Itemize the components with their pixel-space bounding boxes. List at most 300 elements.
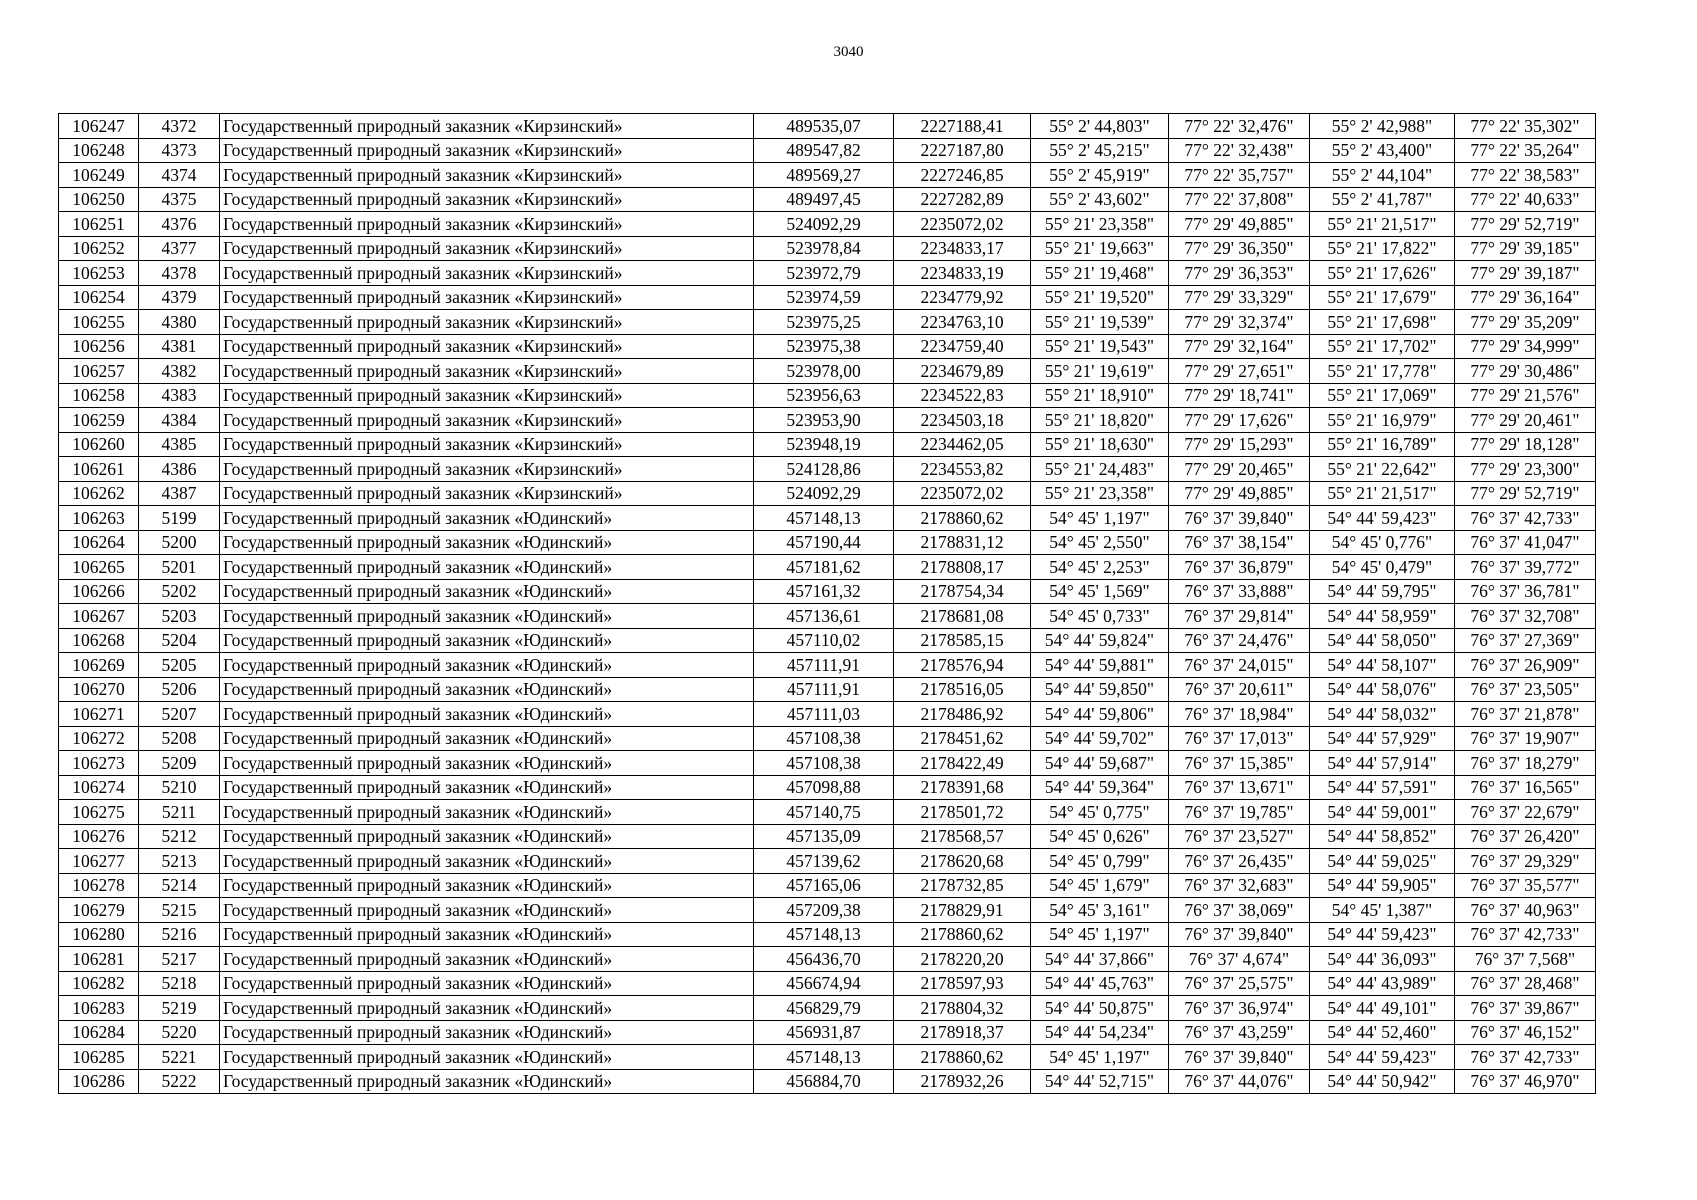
cell-coord-y: 2234833,19 — [894, 261, 1031, 286]
cell-longitude-2: 76° 37' 41,047" — [1455, 530, 1596, 555]
cell-coord-x: 523978,84 — [754, 236, 894, 261]
cell-coord-y: 2227188,41 — [894, 114, 1031, 139]
cell-longitude-1: 76° 37' 33,888" — [1169, 579, 1310, 604]
cell-latitude-1: 55° 21' 24,483" — [1031, 457, 1169, 482]
cell-reserve-name: Государственный природный заказник «Кирзинский» — [220, 432, 754, 457]
cell-coord-x: 523953,90 — [754, 408, 894, 433]
cell-reserve-name: Государственный природный заказник «Кирзинский» — [220, 383, 754, 408]
cell-point-number: 5213 — [139, 849, 220, 874]
cell-latitude-2: 55° 21' 16,789" — [1310, 432, 1455, 457]
cell-row-id: 106261 — [59, 457, 139, 482]
table-body — [59, 114, 1596, 1094]
table-row — [59, 677, 1596, 702]
cell-reserve-name: Государственный природный заказник «Юдинский» — [220, 1069, 754, 1094]
cell-point-number: 5208 — [139, 726, 220, 751]
cell-row-id: 106254 — [59, 285, 139, 310]
cell-coord-x: 457098,88 — [754, 775, 894, 800]
cell-latitude-2: 54° 44' 59,423" — [1310, 506, 1455, 531]
cell-row-id: 106259 — [59, 408, 139, 433]
cell-coord-y: 2178831,12 — [894, 530, 1031, 555]
cell-latitude-1: 55° 21' 19,520" — [1031, 285, 1169, 310]
cell-reserve-name: Государственный природный заказник «Кирзинский» — [220, 261, 754, 286]
cell-latitude-2: 54° 44' 58,050" — [1310, 628, 1455, 653]
cell-reserve-name: Государственный природный заказник «Юдинский» — [220, 702, 754, 727]
cell-longitude-2: 76° 37' 32,708" — [1455, 604, 1596, 629]
cell-point-number: 5203 — [139, 604, 220, 629]
cell-reserve-name: Государственный природный заказник «Кирзинский» — [220, 138, 754, 163]
cell-reserve-name: Государственный природный заказник «Кирзинский» — [220, 285, 754, 310]
table-row — [59, 530, 1596, 555]
cell-longitude-2: 77° 29' 23,300" — [1455, 457, 1596, 482]
cell-point-number: 5222 — [139, 1069, 220, 1094]
cell-point-number: 5200 — [139, 530, 220, 555]
cell-latitude-1: 54° 44' 59,824" — [1031, 628, 1169, 653]
cell-longitude-2: 76° 37' 21,878" — [1455, 702, 1596, 727]
cell-coord-y: 2178620,68 — [894, 849, 1031, 874]
cell-coord-x: 523975,25 — [754, 310, 894, 335]
cell-latitude-2: 54° 44' 57,929" — [1310, 726, 1455, 751]
cell-coord-y: 2178451,62 — [894, 726, 1031, 751]
cell-point-number: 5221 — [139, 1045, 220, 1070]
cell-reserve-name: Государственный природный заказник «Кирзинский» — [220, 212, 754, 237]
cell-latitude-1: 55° 21' 23,358" — [1031, 481, 1169, 506]
cell-latitude-1: 54° 45' 1,197" — [1031, 1045, 1169, 1070]
cell-point-number: 5214 — [139, 873, 220, 898]
cell-coord-y: 2227187,80 — [894, 138, 1031, 163]
cell-latitude-1: 54° 45' 0,775" — [1031, 800, 1169, 825]
cell-longitude-1: 77° 29' 17,626" — [1169, 408, 1310, 433]
table-row — [59, 212, 1596, 237]
cell-coord-x: 523956,63 — [754, 383, 894, 408]
cell-coord-x: 457165,06 — [754, 873, 894, 898]
cell-coord-x: 457136,61 — [754, 604, 894, 629]
cell-row-id: 106272 — [59, 726, 139, 751]
cell-longitude-1: 76° 37' 18,984" — [1169, 702, 1310, 727]
cell-latitude-1: 54° 45' 0,733" — [1031, 604, 1169, 629]
cell-coord-y: 2234679,89 — [894, 359, 1031, 384]
table-row — [59, 138, 1596, 163]
cell-longitude-1: 77° 29' 15,293" — [1169, 432, 1310, 457]
cell-longitude-2: 77° 29' 20,461" — [1455, 408, 1596, 433]
cell-longitude-2: 77° 29' 39,185" — [1455, 236, 1596, 261]
cell-coord-y: 2178732,85 — [894, 873, 1031, 898]
cell-latitude-1: 55° 21' 19,543" — [1031, 334, 1169, 359]
table-row — [59, 628, 1596, 653]
cell-longitude-1: 77° 29' 36,350" — [1169, 236, 1310, 261]
cell-latitude-2: 54° 45' 0,776" — [1310, 530, 1455, 555]
cell-longitude-1: 76° 37' 29,814" — [1169, 604, 1310, 629]
cell-longitude-1: 76° 37' 38,069" — [1169, 898, 1310, 923]
table-row — [59, 261, 1596, 286]
cell-longitude-1: 77° 29' 33,329" — [1169, 285, 1310, 310]
cell-point-number: 4372 — [139, 114, 220, 139]
cell-reserve-name: Государственный природный заказник «Кирзинский» — [220, 457, 754, 482]
cell-row-id: 106260 — [59, 432, 139, 457]
cell-coord-y: 2178597,93 — [894, 971, 1031, 996]
cell-longitude-2: 76° 37' 27,369" — [1455, 628, 1596, 653]
cell-latitude-2: 54° 44' 59,423" — [1310, 922, 1455, 947]
cell-row-id: 106257 — [59, 359, 139, 384]
cell-row-id: 106280 — [59, 922, 139, 947]
cell-latitude-2: 54° 44' 59,025" — [1310, 849, 1455, 874]
cell-latitude-2: 54° 44' 58,076" — [1310, 677, 1455, 702]
cell-point-number: 4382 — [139, 359, 220, 384]
cell-latitude-1: 54° 45' 1,679" — [1031, 873, 1169, 898]
cell-reserve-name: Государственный природный заказник «Юдинский» — [220, 824, 754, 849]
table-row — [59, 947, 1596, 972]
cell-longitude-2: 76° 37' 42,733" — [1455, 922, 1596, 947]
cell-coord-y: 2178860,62 — [894, 922, 1031, 947]
cell-latitude-2: 55° 21' 17,822" — [1310, 236, 1455, 261]
cell-reserve-name: Государственный природный заказник «Кирзинский» — [220, 163, 754, 188]
cell-latitude-2: 55° 21' 22,642" — [1310, 457, 1455, 482]
cell-point-number: 4383 — [139, 383, 220, 408]
cell-longitude-2: 77° 29' 52,719" — [1455, 481, 1596, 506]
cell-point-number: 5202 — [139, 579, 220, 604]
table-row — [59, 971, 1596, 996]
cell-longitude-1: 76° 37' 19,785" — [1169, 800, 1310, 825]
cell-point-number: 5205 — [139, 653, 220, 678]
table-row — [59, 653, 1596, 678]
cell-coord-x: 457135,09 — [754, 824, 894, 849]
cell-latitude-2: 54° 44' 36,093" — [1310, 947, 1455, 972]
cell-row-id: 106264 — [59, 530, 139, 555]
cell-latitude-1: 55° 21' 23,358" — [1031, 212, 1169, 237]
cell-latitude-1: 55° 21' 19,468" — [1031, 261, 1169, 286]
cell-longitude-2: 76° 37' 46,152" — [1455, 1020, 1596, 1045]
table-row — [59, 898, 1596, 923]
cell-latitude-2: 55° 2' 43,400" — [1310, 138, 1455, 163]
cell-coord-x: 523972,79 — [754, 261, 894, 286]
cell-latitude-1: 55° 2' 45,215" — [1031, 138, 1169, 163]
cell-latitude-2: 54° 44' 59,001" — [1310, 800, 1455, 825]
cell-latitude-1: 54° 45' 2,253" — [1031, 555, 1169, 580]
cell-reserve-name: Государственный природный заказник «Юдинский» — [220, 579, 754, 604]
cell-reserve-name: Государственный природный заказник «Юдинский» — [220, 751, 754, 776]
cell-coord-y: 2178860,62 — [894, 1045, 1031, 1070]
cell-latitude-1: 54° 45' 1,569" — [1031, 579, 1169, 604]
cell-latitude-2: 55° 21' 21,517" — [1310, 481, 1455, 506]
cell-longitude-1: 77° 29' 27,651" — [1169, 359, 1310, 384]
table-row — [59, 359, 1596, 384]
cell-reserve-name: Государственный природный заказник «Кирзинский» — [220, 408, 754, 433]
cell-longitude-1: 76° 37' 23,527" — [1169, 824, 1310, 849]
cell-reserve-name: Государственный природный заказник «Юдинский» — [220, 628, 754, 653]
cell-latitude-2: 55° 21' 21,517" — [1310, 212, 1455, 237]
cell-latitude-2: 55° 2' 41,787" — [1310, 187, 1455, 212]
cell-latitude-1: 54° 44' 50,875" — [1031, 996, 1169, 1021]
cell-latitude-2: 54° 45' 1,387" — [1310, 898, 1455, 923]
cell-latitude-1: 54° 44' 45,763" — [1031, 971, 1169, 996]
coordinates-table — [58, 113, 1596, 1094]
cell-latitude-2: 54° 44' 43,989" — [1310, 971, 1455, 996]
cell-latitude-1: 54° 44' 37,866" — [1031, 947, 1169, 972]
cell-latitude-2: 55° 2' 44,104" — [1310, 163, 1455, 188]
cell-coord-y: 2234779,92 — [894, 285, 1031, 310]
cell-latitude-1: 54° 44' 59,687" — [1031, 751, 1169, 776]
cell-coord-x: 489569,27 — [754, 163, 894, 188]
cell-longitude-1: 76° 37' 36,879" — [1169, 555, 1310, 580]
cell-latitude-2: 55° 21' 17,679" — [1310, 285, 1455, 310]
cell-point-number: 4387 — [139, 481, 220, 506]
cell-row-id: 106279 — [59, 898, 139, 923]
cell-coord-y: 2234759,40 — [894, 334, 1031, 359]
cell-point-number: 4386 — [139, 457, 220, 482]
cell-reserve-name: Государственный природный заказник «Юдинский» — [220, 604, 754, 629]
cell-row-id: 106281 — [59, 947, 139, 972]
cell-latitude-2: 54° 44' 58,852" — [1310, 824, 1455, 849]
cell-coord-x: 457108,38 — [754, 751, 894, 776]
cell-longitude-1: 76° 37' 32,683" — [1169, 873, 1310, 898]
cell-coord-x: 457140,75 — [754, 800, 894, 825]
cell-point-number: 4373 — [139, 138, 220, 163]
cell-coord-y: 2234553,82 — [894, 457, 1031, 482]
cell-latitude-1: 55° 2' 45,919" — [1031, 163, 1169, 188]
cell-coord-x: 524092,29 — [754, 212, 894, 237]
cell-coord-y: 2178918,37 — [894, 1020, 1031, 1045]
cell-longitude-2: 77° 29' 21,576" — [1455, 383, 1596, 408]
table-row — [59, 922, 1596, 947]
table-row — [59, 604, 1596, 629]
cell-longitude-2: 76° 37' 42,733" — [1455, 1045, 1596, 1070]
cell-longitude-2: 77° 29' 36,164" — [1455, 285, 1596, 310]
cell-longitude-2: 77° 29' 18,128" — [1455, 432, 1596, 457]
cell-latitude-1: 54° 45' 2,550" — [1031, 530, 1169, 555]
cell-coord-y: 2178829,91 — [894, 898, 1031, 923]
cell-latitude-1: 55° 2' 44,803" — [1031, 114, 1169, 139]
cell-latitude-2: 54° 44' 50,942" — [1310, 1069, 1455, 1094]
cell-reserve-name: Государственный природный заказник «Кирзинский» — [220, 334, 754, 359]
cell-longitude-1: 76° 37' 17,013" — [1169, 726, 1310, 751]
cell-reserve-name: Государственный природный заказник «Кирзинский» — [220, 310, 754, 335]
cell-longitude-1: 76° 37' 38,154" — [1169, 530, 1310, 555]
cell-coord-x: 524128,86 — [754, 457, 894, 482]
cell-latitude-1: 55° 21' 19,663" — [1031, 236, 1169, 261]
cell-longitude-1: 76° 37' 36,974" — [1169, 996, 1310, 1021]
cell-longitude-2: 77° 22' 38,583" — [1455, 163, 1596, 188]
cell-coord-y: 2178585,15 — [894, 628, 1031, 653]
cell-longitude-2: 76° 37' 40,963" — [1455, 898, 1596, 923]
table-row — [59, 310, 1596, 335]
table-row — [59, 775, 1596, 800]
cell-coord-y: 2178754,34 — [894, 579, 1031, 604]
cell-longitude-2: 77° 29' 34,999" — [1455, 334, 1596, 359]
cell-coord-y: 2178576,94 — [894, 653, 1031, 678]
cell-longitude-2: 76° 37' 18,279" — [1455, 751, 1596, 776]
cell-coord-y: 2178516,05 — [894, 677, 1031, 702]
table-row — [59, 334, 1596, 359]
cell-longitude-2: 76° 37' 19,907" — [1455, 726, 1596, 751]
cell-latitude-1: 54° 45' 1,197" — [1031, 506, 1169, 531]
cell-coord-x: 456884,70 — [754, 1069, 894, 1094]
cell-longitude-1: 76° 37' 39,840" — [1169, 922, 1310, 947]
cell-longitude-1: 77° 22' 32,438" — [1169, 138, 1310, 163]
cell-coord-y: 2178932,26 — [894, 1069, 1031, 1094]
cell-latitude-1: 55° 21' 18,910" — [1031, 383, 1169, 408]
cell-point-number: 5220 — [139, 1020, 220, 1045]
table-row — [59, 873, 1596, 898]
cell-latitude-1: 55° 21' 18,630" — [1031, 432, 1169, 457]
cell-row-id: 106250 — [59, 187, 139, 212]
cell-row-id: 106249 — [59, 163, 139, 188]
cell-coord-y: 2178391,68 — [894, 775, 1031, 800]
cell-longitude-2: 76° 37' 35,577" — [1455, 873, 1596, 898]
cell-coord-y: 2234833,17 — [894, 236, 1031, 261]
cell-longitude-1: 76° 37' 20,611" — [1169, 677, 1310, 702]
cell-point-number: 5209 — [139, 751, 220, 776]
cell-row-id: 106271 — [59, 702, 139, 727]
cell-row-id: 106267 — [59, 604, 139, 629]
cell-latitude-1: 54° 44' 59,702" — [1031, 726, 1169, 751]
cell-row-id: 106247 — [59, 114, 139, 139]
table-row — [59, 555, 1596, 580]
cell-coord-x: 489547,82 — [754, 138, 894, 163]
cell-point-number: 5210 — [139, 775, 220, 800]
cell-point-number: 5211 — [139, 800, 220, 825]
cell-latitude-2: 54° 44' 57,591" — [1310, 775, 1455, 800]
cell-row-id: 106285 — [59, 1045, 139, 1070]
cell-longitude-1: 76° 37' 4,674" — [1169, 947, 1310, 972]
cell-longitude-1: 77° 29' 32,164" — [1169, 334, 1310, 359]
cell-longitude-2: 77° 29' 39,187" — [1455, 261, 1596, 286]
cell-longitude-2: 77° 29' 35,209" — [1455, 310, 1596, 335]
cell-longitude-2: 76° 37' 42,733" — [1455, 506, 1596, 531]
cell-longitude-1: 77° 29' 32,374" — [1169, 310, 1310, 335]
cell-coord-y: 2234462,05 — [894, 432, 1031, 457]
cell-coord-x: 457148,13 — [754, 506, 894, 531]
page-number: 3040 — [833, 44, 864, 60]
cell-reserve-name: Государственный природный заказник «Кирзинский» — [220, 236, 754, 261]
cell-latitude-1: 54° 45' 0,626" — [1031, 824, 1169, 849]
cell-point-number: 5216 — [139, 922, 220, 947]
table-row — [59, 1045, 1596, 1070]
cell-point-number: 5219 — [139, 996, 220, 1021]
cell-row-id: 106266 — [59, 579, 139, 604]
cell-longitude-2: 77° 29' 52,719" — [1455, 212, 1596, 237]
cell-reserve-name: Государственный природный заказник «Юдинский» — [220, 996, 754, 1021]
cell-longitude-1: 77° 22' 32,476" — [1169, 114, 1310, 139]
cell-latitude-2: 54° 44' 58,032" — [1310, 702, 1455, 727]
cell-longitude-1: 77° 29' 49,885" — [1169, 481, 1310, 506]
cell-coord-x: 489535,07 — [754, 114, 894, 139]
cell-coord-x: 457139,62 — [754, 849, 894, 874]
cell-longitude-2: 76° 37' 29,329" — [1455, 849, 1596, 874]
cell-coord-x: 457148,13 — [754, 922, 894, 947]
cell-latitude-2: 54° 44' 57,914" — [1310, 751, 1455, 776]
cell-longitude-2: 76° 37' 36,781" — [1455, 579, 1596, 604]
cell-longitude-2: 77° 29' 30,486" — [1455, 359, 1596, 384]
cell-point-number: 5201 — [139, 555, 220, 580]
cell-coord-x: 457110,02 — [754, 628, 894, 653]
cell-reserve-name: Государственный природный заказник «Юдинский» — [220, 898, 754, 923]
table-row — [59, 187, 1596, 212]
cell-longitude-1: 77° 22' 35,757" — [1169, 163, 1310, 188]
cell-latitude-2: 55° 21' 17,698" — [1310, 310, 1455, 335]
cell-reserve-name: Государственный природный заказник «Юдинский» — [220, 947, 754, 972]
cell-latitude-1: 55° 21' 19,619" — [1031, 359, 1169, 384]
cell-longitude-1: 77° 22' 37,808" — [1169, 187, 1310, 212]
cell-longitude-1: 76° 37' 13,671" — [1169, 775, 1310, 800]
table-row — [59, 579, 1596, 604]
cell-reserve-name: Государственный природный заказник «Юдинский» — [220, 775, 754, 800]
table-row — [59, 114, 1596, 139]
table-row — [59, 1020, 1596, 1045]
table-row — [59, 824, 1596, 849]
cell-reserve-name: Государственный природный заказник «Кирзинский» — [220, 187, 754, 212]
cell-latitude-1: 55° 2' 43,602" — [1031, 187, 1169, 212]
table-row — [59, 506, 1596, 531]
cell-coord-x: 523975,38 — [754, 334, 894, 359]
table-row — [59, 383, 1596, 408]
cell-point-number: 5206 — [139, 677, 220, 702]
cell-latitude-1: 54° 44' 59,850" — [1031, 677, 1169, 702]
cell-row-id: 106255 — [59, 310, 139, 335]
cell-longitude-1: 76° 37' 26,435" — [1169, 849, 1310, 874]
cell-point-number: 4380 — [139, 310, 220, 335]
cell-longitude-2: 76° 37' 16,565" — [1455, 775, 1596, 800]
cell-longitude-1: 76° 37' 39,840" — [1169, 506, 1310, 531]
cell-coord-x: 457181,62 — [754, 555, 894, 580]
cell-row-id: 106278 — [59, 873, 139, 898]
cell-row-id: 106258 — [59, 383, 139, 408]
cell-longitude-2: 76° 37' 26,909" — [1455, 653, 1596, 678]
cell-latitude-1: 54° 44' 54,234" — [1031, 1020, 1169, 1045]
table-row — [59, 726, 1596, 751]
cell-point-number: 4384 — [139, 408, 220, 433]
cell-point-number: 5212 — [139, 824, 220, 849]
cell-coord-y: 2234763,10 — [894, 310, 1031, 335]
cell-latitude-1: 54° 45' 1,197" — [1031, 922, 1169, 947]
cell-coord-x: 456829,79 — [754, 996, 894, 1021]
cell-point-number: 4377 — [139, 236, 220, 261]
cell-coord-x: 523978,00 — [754, 359, 894, 384]
table-row — [59, 457, 1596, 482]
cell-longitude-1: 76° 37' 15,385" — [1169, 751, 1310, 776]
cell-latitude-1: 55° 21' 19,539" — [1031, 310, 1169, 335]
cell-row-id: 106253 — [59, 261, 139, 286]
table-row — [59, 702, 1596, 727]
cell-reserve-name: Государственный природный заказник «Кирзинский» — [220, 481, 754, 506]
cell-row-id: 106270 — [59, 677, 139, 702]
cell-reserve-name: Государственный природный заказник «Юдинский» — [220, 1020, 754, 1045]
cell-longitude-1: 77° 29' 49,885" — [1169, 212, 1310, 237]
cell-point-number: 4376 — [139, 212, 220, 237]
cell-row-id: 106248 — [59, 138, 139, 163]
cell-point-number: 5215 — [139, 898, 220, 923]
cell-latitude-2: 55° 21' 16,979" — [1310, 408, 1455, 433]
cell-row-id: 106286 — [59, 1069, 139, 1094]
cell-latitude-1: 54° 44' 59,806" — [1031, 702, 1169, 727]
cell-longitude-1: 77° 29' 36,353" — [1169, 261, 1310, 286]
cell-row-id: 106284 — [59, 1020, 139, 1045]
cell-coord-x: 456674,94 — [754, 971, 894, 996]
cell-longitude-2: 76° 37' 39,867" — [1455, 996, 1596, 1021]
cell-point-number: 4378 — [139, 261, 220, 286]
cell-point-number: 5204 — [139, 628, 220, 653]
cell-coord-y: 2178422,49 — [894, 751, 1031, 776]
cell-reserve-name: Государственный природный заказник «Юдинский» — [220, 873, 754, 898]
cell-coord-x: 489497,45 — [754, 187, 894, 212]
cell-coord-y: 2178860,62 — [894, 506, 1031, 531]
cell-longitude-1: 76° 37' 24,015" — [1169, 653, 1310, 678]
cell-row-id: 106268 — [59, 628, 139, 653]
cell-longitude-1: 77° 29' 20,465" — [1169, 457, 1310, 482]
table-row — [59, 163, 1596, 188]
cell-row-id: 106276 — [59, 824, 139, 849]
cell-latitude-2: 54° 44' 58,107" — [1310, 653, 1455, 678]
cell-reserve-name: Государственный природный заказник «Юдинский» — [220, 800, 754, 825]
cell-row-id: 106274 — [59, 775, 139, 800]
